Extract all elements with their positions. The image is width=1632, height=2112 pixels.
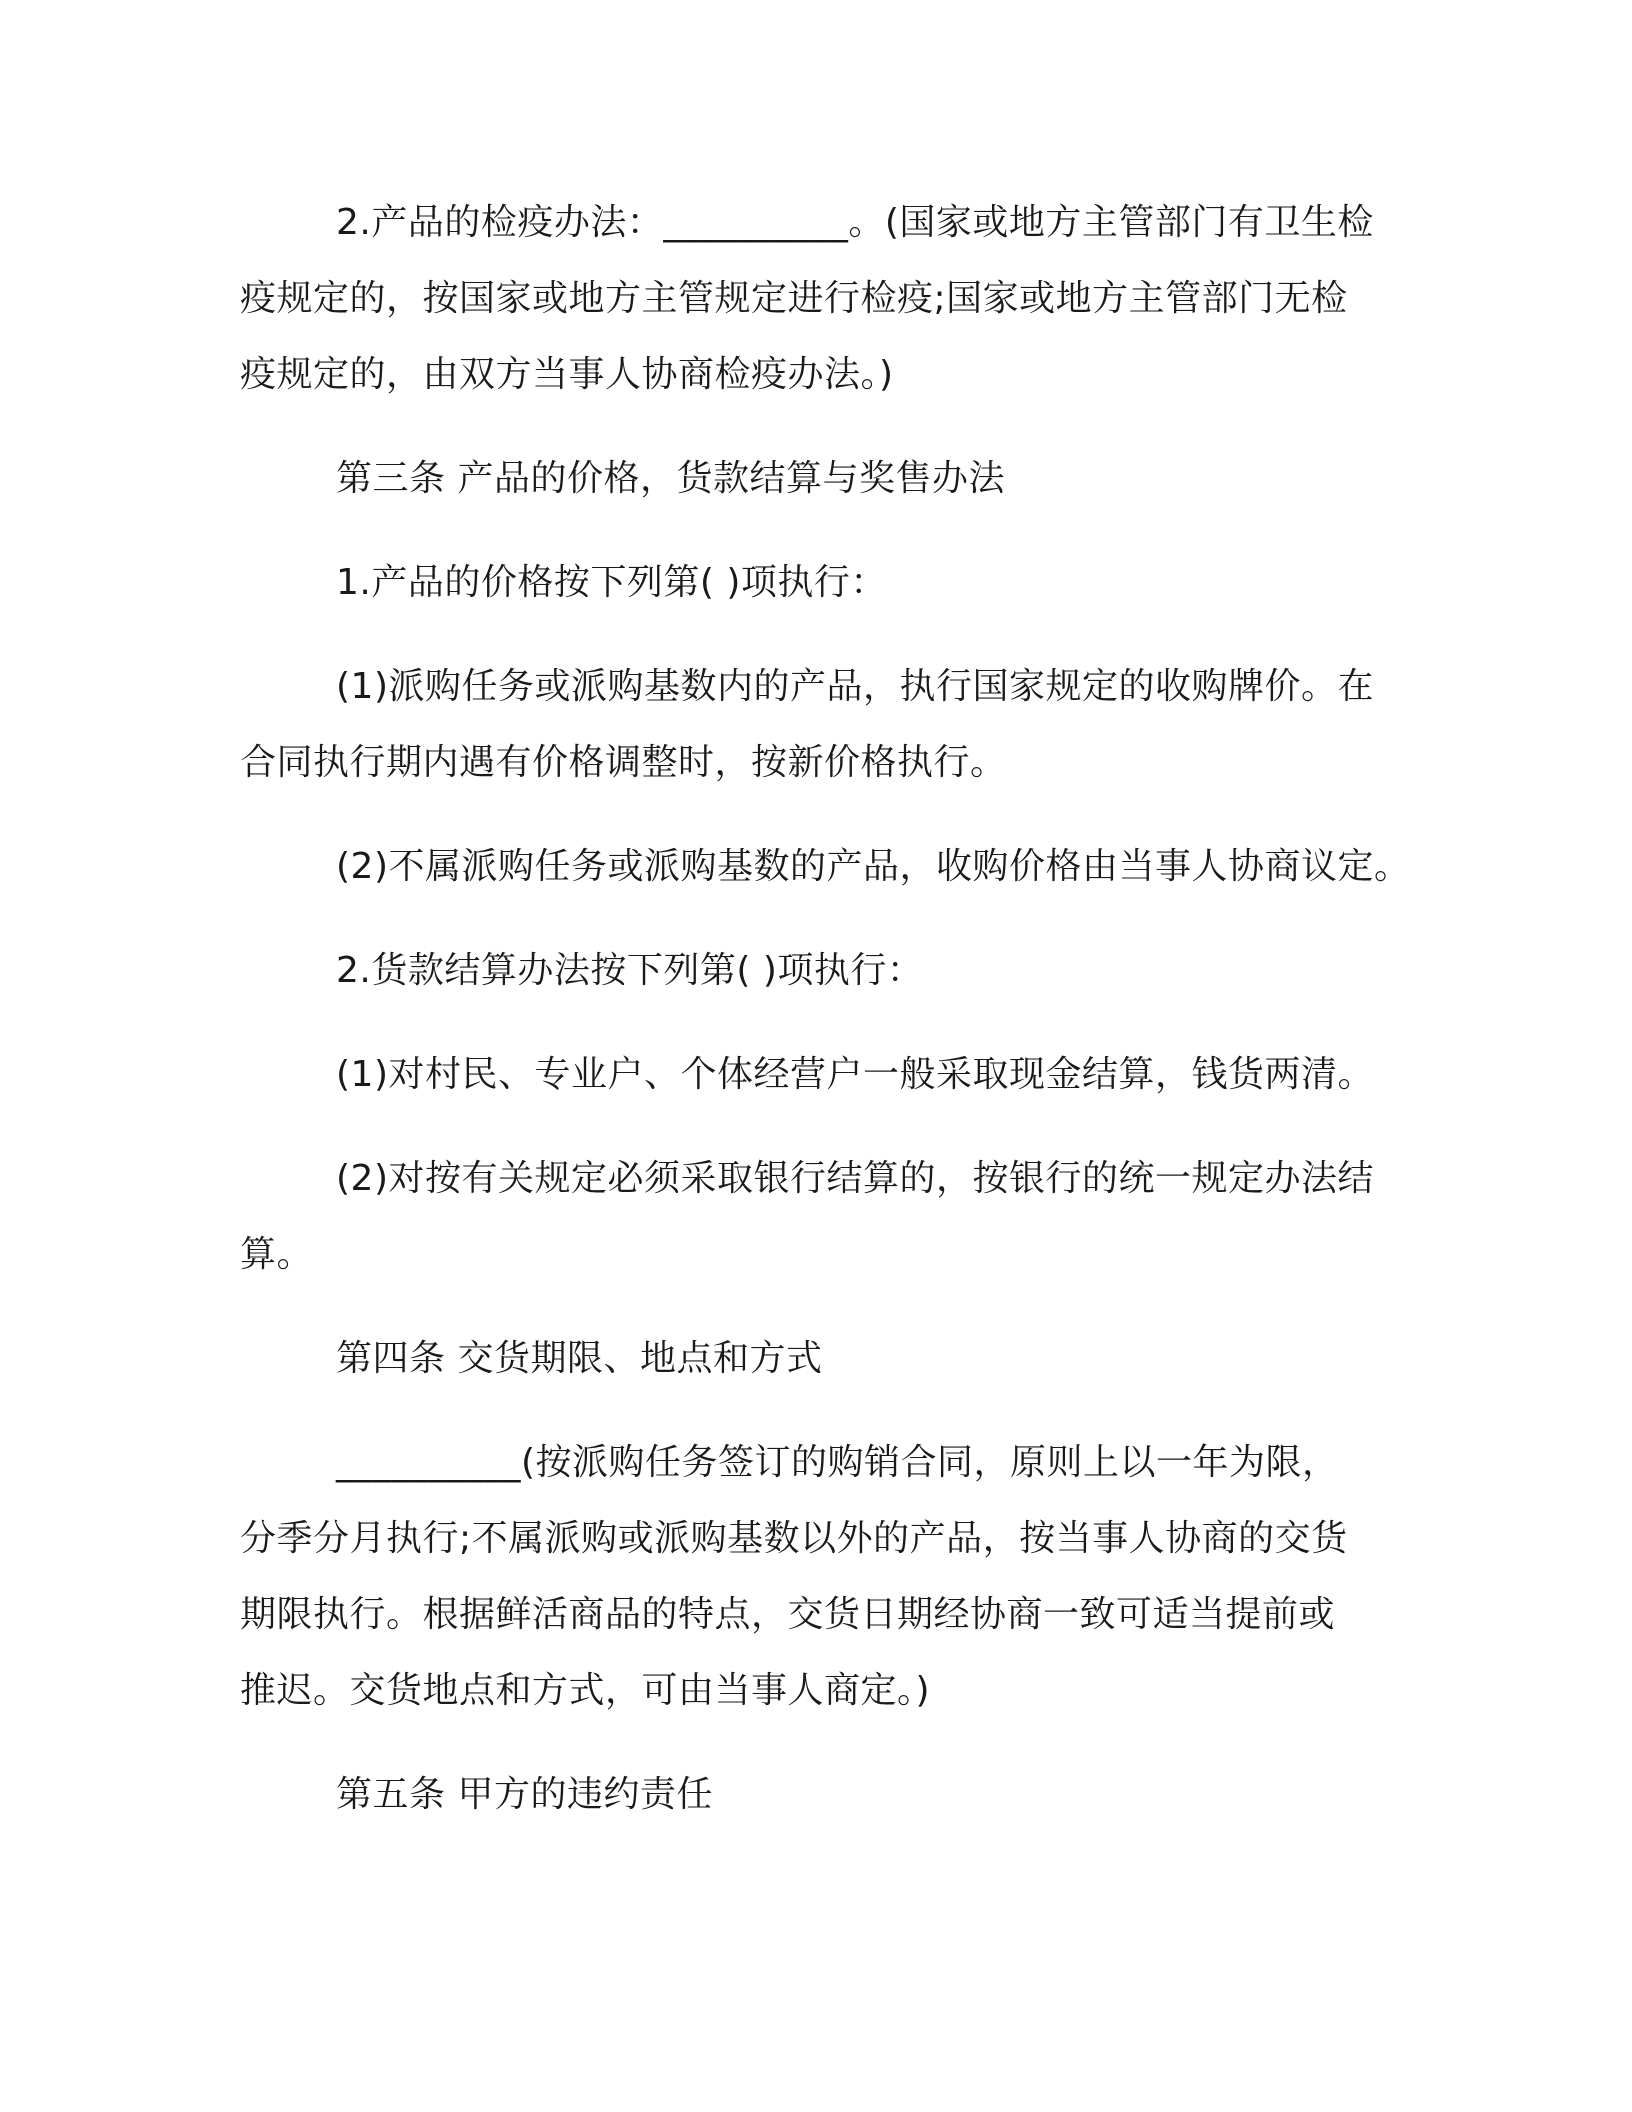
paragraph-quarantine-method <box>240 185 1415 413</box>
text-line: (1)对村民、专业户、个体经营户一般采取现金结算，钱货两清。 <box>336 1054 1374 1095</box>
text-line: (1)派购任务或派购基数内的产品，执行国家规定的收购牌价。在 <box>336 666 1374 707</box>
text-line: 1.产品的价格按下列第( )项执行： <box>336 562 887 603</box>
text-line: 第五条 甲方的违约责任 <box>336 1774 713 1815</box>
text-line: 第三条 产品的价格，货款结算与奖售办法 <box>336 458 1005 499</box>
text-line: (2)对按有关规定必须采取银行结算的，按银行的统一规定办法结 <box>336 1158 1374 1199</box>
article-3-heading <box>240 441 1415 517</box>
text-line: __________(按派购任务签订的购销合同，原则上以一年为限， <box>336 1442 1339 1483</box>
paragraph-settlement-option <box>240 933 1415 1009</box>
paragraph-price-option <box>240 545 1415 621</box>
article-5-heading <box>240 1757 1415 1833</box>
paragraph-settlement-item-2 <box>240 1141 1415 1293</box>
text-line: 疫规定的，按国家或地方主管规定进行检疫;国家或地方主管部门无检 <box>240 278 1348 319</box>
text-line: 期限执行。根据鲜活商品的特点，交货日期经协商一致可适当提前或 <box>240 1594 1336 1635</box>
text-line: 分季分月执行;不属派购或派购基数以外的产品，按当事人协商的交货 <box>240 1518 1348 1559</box>
text-line: (2)不属派购任务或派购基数的产品，收购价格由当事人协商议定。 <box>336 846 1411 887</box>
document-body <box>240 185 1415 1861</box>
paragraph-settlement-item-1 <box>240 1037 1415 1113</box>
text-line: 推迟。交货地点和方式，可由当事人商定。) <box>240 1670 931 1711</box>
text-line: 2.产品的检疫办法：__________。(国家或地方主管部门有卫生检 <box>336 202 1374 243</box>
text-line: 算。 <box>240 1234 314 1275</box>
paragraph-price-item-1 <box>240 649 1415 801</box>
article-4-heading <box>240 1321 1415 1397</box>
paragraph-delivery-terms <box>240 1425 1415 1729</box>
paragraph-price-item-2 <box>240 829 1415 905</box>
text-line: 2.货款结算办法按下列第( )项执行： <box>336 950 924 991</box>
text-line: 疫规定的，由双方当事人协商检疫办法。) <box>240 354 894 395</box>
text-line: 第四条 交货期限、地点和方式 <box>336 1338 823 1379</box>
text-line: 合同执行期内遇有价格调整时，按新价格执行。 <box>240 742 1007 783</box>
